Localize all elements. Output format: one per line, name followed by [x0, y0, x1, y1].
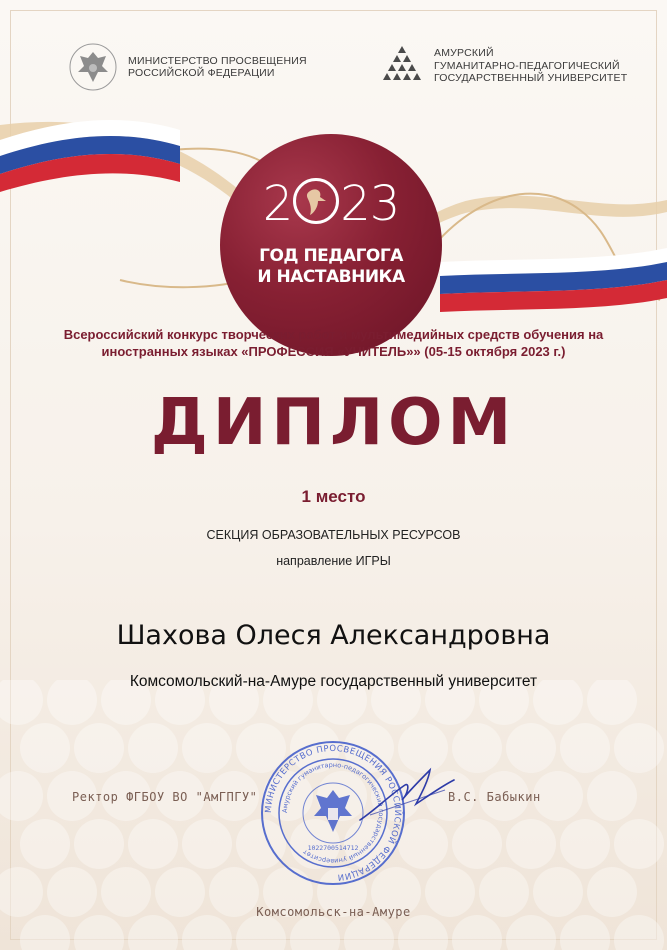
decor-dot [398, 915, 448, 950]
seal-number: 1022700514712 [307, 844, 359, 852]
decor-dot [614, 819, 664, 869]
decor-dot [182, 915, 232, 950]
university-logo-line2: ГУМАНИТАРНО-ПЕДАГОГИЧЕСКИЙ [434, 59, 620, 72]
contest-title [40, 326, 627, 360]
decor-dot [614, 723, 664, 773]
recipient-name: Шахова Олеся Александровна [116, 620, 551, 651]
decor-dot [290, 915, 340, 950]
seal-eagle-icon [314, 790, 352, 832]
decor-dot [20, 723, 70, 773]
ministry-line1: МИНИСТЕРСТВО ПРОСВЕЩЕНИЯ [128, 54, 307, 67]
section-label: СЕКЦИЯ ОБРАЗОВАТЕЛЬНЫХ РЕСУРСОВ [206, 528, 461, 542]
decor-dot [128, 723, 178, 773]
decor-dot [560, 819, 610, 869]
decor-dot [20, 819, 70, 869]
decor-dot [506, 915, 556, 950]
decor-dot [344, 915, 394, 950]
year-emblem [220, 134, 442, 356]
rector-name: В.С. Бабыкин [448, 790, 541, 804]
ministry-logo [68, 42, 307, 92]
ministry-line2: РОССИЙСКОЙ ФЕДЕРАЦИИ [128, 67, 275, 79]
decor-dot [20, 915, 70, 950]
year-title-line2: И НАСТАВНИКА [257, 267, 405, 287]
decor-dot [74, 819, 124, 869]
recipient-university: Комсомольский-на-Амуре государственный университет [129, 673, 538, 690]
decor-dot [614, 915, 664, 950]
contest-line1: Всероссийский конкурс творческих работ и мультимедийных средств обучения на [63, 327, 604, 342]
decor-dot [560, 723, 610, 773]
ministry-name [128, 55, 307, 80]
university-logo-line3: ГОСУДАРСТВЕННЫЙ УНИВЕРСИТЕТ [434, 72, 628, 85]
decor-dot [0, 771, 43, 821]
year-title-line1: ГОД ПЕДАГОГА [259, 246, 403, 266]
diploma-heading: ДИПЛОМ [150, 386, 517, 460]
contest-line2: иностранных языках «ПРОФЕССИЯ «УЧИТЕЛЬ»» (05-15 октября 2023 г.) [101, 344, 566, 359]
seal-outer-text: МИНИСТЕРСТВО ПРОСВЕЩЕНИЯ РОССИЙСКОЙ ФЕДЕРАЦИИ [263, 743, 403, 882]
decor-dot [452, 915, 502, 950]
decor-dot [506, 723, 556, 773]
decor-dot [560, 915, 610, 950]
decor-dot [74, 915, 124, 950]
decor-dot [182, 819, 232, 869]
university-logo-line1: АМУРСКИЙ [434, 47, 494, 60]
year-prefix: 2 [262, 176, 293, 232]
university-logo-name [434, 47, 627, 85]
year-title [220, 246, 442, 288]
decor-dot [128, 915, 178, 950]
signature [350, 760, 460, 830]
decor-dot [506, 819, 556, 869]
rector-position: Ректор ФГБОУ ВО "АмГПГУ" [72, 790, 258, 804]
decor-dot [236, 915, 286, 950]
seal-inner-text: Амурский гуманитарно-педагогический государственный университет [280, 760, 386, 866]
year-suffix: 23 [340, 176, 400, 232]
triangle-pyramid-icon [378, 42, 426, 90]
place-label: 1 место [301, 487, 366, 506]
double-eagle-icon [68, 42, 118, 92]
direction-label: направление ИГРЫ [276, 554, 391, 568]
decor-dot [74, 723, 124, 773]
decor-dot [587, 771, 637, 821]
city-label: Комсомольск-на-Амуре [256, 905, 411, 919]
year-number [220, 176, 442, 232]
pelican-zero-icon [293, 178, 339, 224]
decor-dot [182, 723, 232, 773]
decor-dot [128, 819, 178, 869]
university-logo [378, 42, 627, 90]
